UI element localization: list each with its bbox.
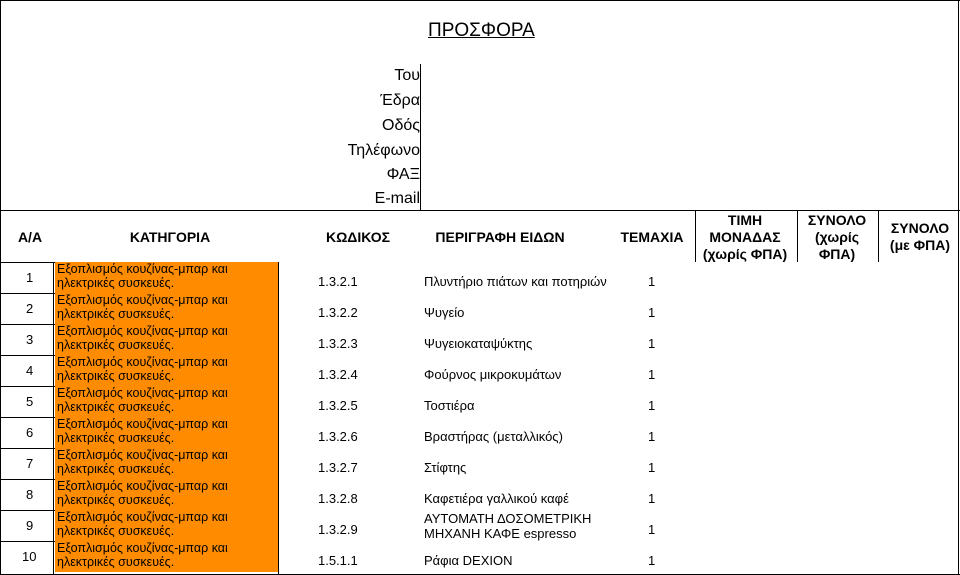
- left-border: [0, 0, 1, 575]
- table-top-line: [0, 210, 960, 211]
- row-number: 7: [26, 456, 34, 471]
- category-cell: [55, 386, 278, 417]
- item-quantity: 1: [648, 553, 656, 568]
- category-cell: [55, 417, 278, 448]
- category-line2: ηλεκτρικές συσκευές.: [57, 307, 175, 321]
- item-code: 1.3.2.5: [318, 398, 358, 413]
- item-description: Τοστιέρα: [424, 398, 475, 413]
- item-description: Πλυντήριο πιάτων και ποτηριών: [424, 274, 607, 289]
- col-code: ΚΩΔΙΚΟΣ: [325, 229, 391, 245]
- item-code: 1.3.2.2: [318, 305, 358, 320]
- row-number: 6: [26, 425, 34, 440]
- category-line1: Εξοπλισμός κουζίνας-μπαρ και: [57, 417, 228, 431]
- fields-divider: [420, 64, 421, 210]
- category-line1: Εξοπλισμός κουζίνας-μπαρ και: [57, 541, 228, 555]
- row-number: 4: [26, 363, 34, 378]
- item-description: Καφετιέρα γαλλικού καφέ: [424, 491, 569, 506]
- field-odos: Οδός: [382, 117, 420, 134]
- category-cell: [55, 355, 278, 386]
- category-line2: ηλεκτρικές συσκευές.: [57, 276, 175, 290]
- item-description: Ψυγείο: [424, 305, 465, 320]
- total-vat-line2: (με ΦΠΑ): [889, 237, 951, 253]
- col-description: ΠΕΡΙΓΡΑΦΗ ΕΙΔΩΝ: [435, 229, 565, 245]
- item-quantity: 1: [648, 305, 656, 320]
- col-divider-aa: [53, 262, 54, 575]
- row-number: 3: [26, 332, 34, 347]
- item-code: 1.3.2.1: [318, 274, 358, 289]
- col-category: ΚΑΤΗΓΟΡΙΑ: [129, 229, 211, 245]
- item-quantity: 1: [648, 336, 656, 351]
- field-email: E-mail: [374, 190, 420, 207]
- unit-price-line2: ΜΟΝΑΔΑΣ: [709, 229, 781, 245]
- col-divider-cat: [278, 262, 279, 575]
- item-quantity: 1: [648, 429, 656, 444]
- category-line1: Εξοπλισμός κουζίνας-μπαρ και: [57, 262, 228, 276]
- category-line2: ηλεκτρικές συσκευές.: [57, 338, 175, 352]
- item-code: 1.3.2.6: [318, 429, 358, 444]
- category-line1: Εξοπλισμός κουζίνας-μπαρ και: [57, 510, 228, 524]
- category-line2: ηλεκτρικές συσκευές.: [57, 555, 175, 569]
- item-code: 1.3.2.3: [318, 336, 358, 351]
- category-cell: [55, 324, 278, 355]
- item-code: 1.3.2.9: [318, 522, 358, 537]
- category-cell: [55, 448, 278, 479]
- item-description: Ψυγειοκαταψύκτης: [424, 336, 533, 351]
- row-number: 8: [26, 487, 34, 502]
- item-code: 1.5.1.1: [318, 553, 358, 568]
- item-quantity: 1: [648, 460, 656, 475]
- item-code: 1.3.2.8: [318, 491, 358, 506]
- item-quantity: 1: [648, 274, 656, 289]
- category-cell: [55, 510, 278, 541]
- item-description: Βραστήρας (μεταλλικός): [424, 429, 563, 444]
- col-qty: ΤΕΜΑΧΙΑ: [620, 229, 684, 245]
- col-divider-unit: [695, 210, 696, 262]
- header-separator: [0, 0, 960, 1]
- category-line1: Εξοπλισμός κουζίνας-μπαρ και: [57, 293, 228, 307]
- page-title: ΠΡΟΣΦΟΡΑ: [428, 20, 535, 41]
- category-line1: Εξοπλισμός κουζίνας-μπαρ και: [57, 479, 228, 493]
- item-quantity: 1: [648, 522, 656, 537]
- item-description-line2: ΜΗΧΑΝΗ ΚΑΦΕ espresso: [424, 526, 577, 541]
- col-divider-vat: [878, 210, 879, 262]
- row-number: 9: [26, 518, 34, 533]
- item-description: ΑΥΤΟΜΑΤΗ ΔΟΣΟΜΕΤΡΙΚΗ: [424, 511, 592, 526]
- category-line2: ηλεκτρικές συσκευές.: [57, 524, 175, 538]
- category-line2: ηλεκτρικές συσκευές.: [57, 400, 175, 414]
- item-code: 1.3.2.4: [318, 367, 358, 382]
- row-number: 5: [26, 394, 34, 409]
- col-divider-total: [797, 210, 798, 262]
- total-novat-line1: ΣΥΝΟΛΟ: [807, 212, 867, 228]
- item-description: Ράφια DEXION: [424, 553, 513, 568]
- row-number: 10: [22, 549, 37, 564]
- category-line1: Εξοπλισμός κουζίνας-μπαρ και: [57, 386, 228, 400]
- col-unit-price: [695, 212, 795, 263]
- right-border: [958, 0, 959, 575]
- category-cell: [55, 541, 278, 572]
- category-cell: [55, 293, 278, 324]
- category-cell: [55, 479, 278, 510]
- category-line2: ηλεκτρικές συσκευές.: [57, 462, 175, 476]
- item-description: Στίφτης: [424, 460, 467, 475]
- field-phone: Τηλέφωνο: [347, 142, 420, 159]
- total-vat-line1: ΣΥΝΟΛΟ: [890, 220, 950, 236]
- item-code: 1.3.2.7: [318, 460, 358, 475]
- col-aa: Α/Α: [17, 229, 43, 245]
- item-description: Φούρνος μικροκυμάτων: [424, 367, 562, 382]
- unit-price-line3: (χωρίς ΦΠΑ): [702, 246, 788, 262]
- field-fax: ΦΑΞ: [386, 166, 420, 183]
- item-quantity: 1: [648, 367, 656, 382]
- col-total-novat: [797, 212, 877, 263]
- row-number: 2: [26, 301, 34, 316]
- category-cell: [55, 262, 278, 293]
- category-line2: ηλεκτρικές συσκευές.: [57, 369, 175, 383]
- col-total-vat: [880, 220, 960, 254]
- field-edra: Έδρα: [380, 92, 420, 109]
- item-quantity: 1: [648, 398, 656, 413]
- total-novat-line2: (χωρίς: [814, 229, 860, 245]
- total-novat-line3: ΦΠΑ): [818, 246, 856, 262]
- category-line1: Εξοπλισμός κουζίνας-μπαρ και: [57, 448, 228, 462]
- category-line2: ηλεκτρικές συσκευές.: [57, 493, 175, 507]
- item-quantity: 1: [648, 491, 656, 506]
- category-line1: Εξοπλισμός κουζίνας-μπαρ και: [57, 324, 228, 338]
- field-tou: Του: [394, 67, 420, 84]
- row-number: 1: [26, 270, 34, 285]
- unit-price-line1: ΤΙΜΗ: [727, 212, 763, 228]
- category-line2: ηλεκτρικές συσκευές.: [57, 431, 175, 445]
- category-line1: Εξοπλισμός κουζίνας-μπαρ και: [57, 355, 228, 369]
